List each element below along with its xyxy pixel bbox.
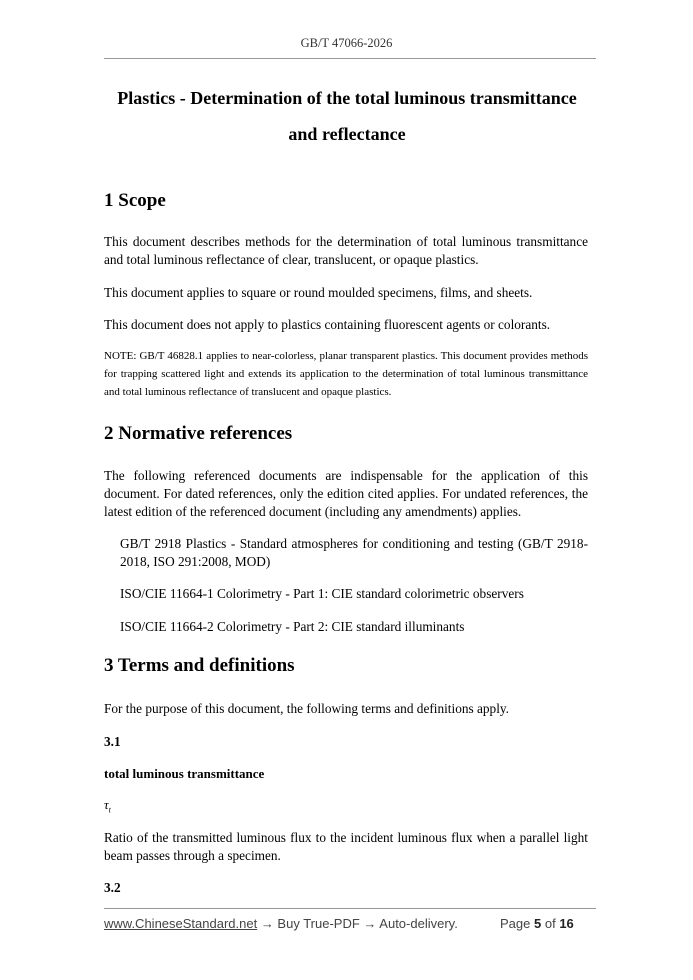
references-intro: The following referenced documents are indispensable for the application of this document. For dated references, only the edition cited applies. For undated references, the latest edition of the referenced document (including any amendments) applies. [104,468,588,519]
reference-item: GB/T 2918 Plastics - Standard atmospheres for conditioning and testing (GB/T 2918-2018, ISO 291:2008, MOD) [120,536,588,569]
section-heading-terms-definitions: 3 Terms and definitions [104,655,295,676]
website-link[interactable]: www.ChineseStandard.net [104,916,258,931]
footer-divider [104,908,596,909]
current-page: 5 [534,916,542,931]
term-name: total luminous transmittance [104,766,265,781]
standard-code-header: GB/T 47066-2026 [300,36,393,50]
reference-item: ISO/CIE 11664-1 Colorimetry - Part 1: CIE standard colorimetric observers [120,586,524,601]
scope-note: NOTE: GB/T 46828.1 applies to near-colorless, planar transparent plastics. This document provides methods for trapping scattered light and extends its application to the determination of total luminous transmittance and total luminous reflectance of translucent and opaque plastics. [104,350,588,398]
term-number: 3.1 [104,734,121,749]
term-symbol: $\tau_t$ [104,797,111,815]
total-pages: 16 [559,916,574,931]
footer-promo [104,916,458,931]
title-line-1: Plastics - Determination of the total luminous transmittance [117,88,577,108]
reference-item: ISO/CIE 11664-2 Colorimetry - Part 2: CIE standard illuminants [120,619,465,634]
scope-paragraph-1: This document describes methods for the determination of total luminous transmittance and total luminous reflectance of clear, translucent, or opaque plastics. [104,234,588,267]
footer-tagline: → Buy True-PDF → Auto-delivery. [257,916,458,931]
section-heading-normative-references: 2 Normative references [104,423,293,444]
document-title [100,80,594,152]
section-heading-scope: 1 Scope [104,190,166,211]
terms-intro: For the purpose of this document, the following terms and definitions apply. [104,701,509,716]
title-line-2: and reflectance [288,124,406,144]
page-indicator: Page 5 of 16 [500,916,574,931]
term-definition: Ratio of the transmitted luminous flux to the incident luminous flux when a parallel light beam passes through a specimen. [104,830,588,863]
scope-paragraph-2: This document applies to square or round moulded specimens, films, and sheets. [104,285,533,300]
scope-paragraph-3: This document does not apply to plastics containing fluorescent agents or colorants. [104,317,551,332]
header-divider [104,58,596,59]
term-number: 3.2 [104,880,121,895]
